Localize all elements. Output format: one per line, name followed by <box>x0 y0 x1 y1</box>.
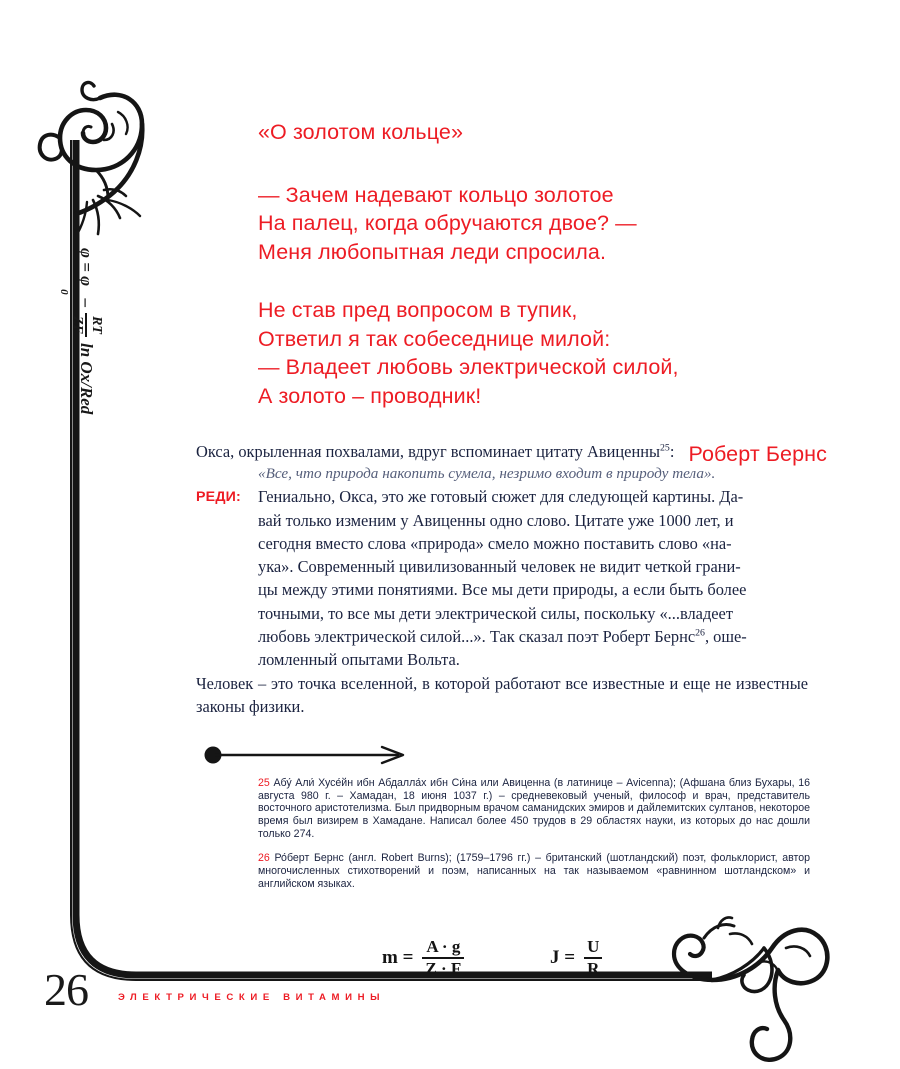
mass-formula <box>382 938 464 978</box>
footnote-text: Абу́ Али́ Хусе́йн ибн Абдалла́х ибн Си́на или Авиценна (в латинице – Avicenna); (Афшана близ Бухары, 16 августа 980 г. – Хамадан, 18 июня 1037 г.) – средневековый ученый, философ и врач, представитель восточного аристотелизма. Был придворным врачом саманидских эмиров и дайлемитских султанов, некоторое время был визирем в Хамадане. Написал более 450 трудов в 29 областях науки, из которых до нас дошли только 274. <box>258 776 810 841</box>
poem-line: Меня любопытная леди спросила. <box>258 239 607 264</box>
footnote-arrow-divider <box>203 744 408 768</box>
dialog-line: точными, то все мы дети электрической силы, поскольку «...владеет <box>258 603 733 623</box>
dialog-line: ука». Современный цивилизованный человек не видит четкой грани- <box>258 557 741 577</box>
poem-stanza-1 <box>258 181 828 267</box>
dialog-text-after-ref: , оше- <box>704 627 747 647</box>
poem-block <box>258 118 828 469</box>
footnote-item <box>258 777 810 842</box>
footnote-ref-26[interactable]: 26 <box>695 627 705 639</box>
poem-line: — Владеет любовь электрической силой, <box>258 355 679 379</box>
current-formula-numerator: U <box>587 937 600 956</box>
intro-colon: : <box>669 442 675 461</box>
margin-formula-subscript: 0 <box>58 289 70 295</box>
mass-formula-denominator: Z · F <box>422 957 464 978</box>
margin-formula-minus: – <box>77 298 96 308</box>
margin-formula-fraction <box>69 313 102 337</box>
current-formula-lhs: J = <box>550 946 576 968</box>
poem-line: Не став пред вопросом в тупик, <box>258 298 578 322</box>
margin-formula-numerator: RT <box>88 316 104 334</box>
mass-formula-lhs: m = <box>382 946 414 968</box>
mass-formula-numerator: A · g <box>426 937 461 956</box>
footnote-ref-25[interactable]: 25 <box>660 442 670 454</box>
intro-paragraph <box>196 440 808 463</box>
bottom-right-ornament <box>674 917 827 1059</box>
poem-stanza-2 <box>258 296 828 410</box>
dialog-line-with-footnote <box>258 625 808 648</box>
poem-line: На палец, когда обручаются двое? — <box>258 211 637 235</box>
current-formula <box>550 938 602 978</box>
margin-nernst-formula <box>56 248 116 458</box>
running-footer-title: ЭЛЕКТРИЧЕСКИЕ ВИТАМИНЫ <box>118 992 386 1003</box>
bottom-formulas <box>382 932 642 984</box>
dialog-line: вай только изменим у Авиценны одно слово. Цитате уже 1000 лет, и <box>258 510 734 530</box>
current-formula-denominator: R <box>584 957 602 978</box>
footnotes-block <box>258 766 810 892</box>
body-text <box>196 440 808 718</box>
poem-author: Роберт Бернс <box>688 442 827 466</box>
page-number: 26 <box>44 964 88 1015</box>
poem-line: — Зачем надевают кольцо золотое <box>258 182 614 207</box>
poem-line: Ответил я так собеседнице милой: <box>258 326 611 351</box>
footnote-text: Ро́берт Бернс (англ. Robert Burns); (1759–1796 гг.) – британский (шотландский) поэт, фольклорист, автор многочисленных стихотворений и поэм, написанных на так называемом «равнинном шотландском» и английском языках. <box>258 851 810 890</box>
margin-formula-tail: ln Ox/Red <box>77 342 96 415</box>
dialog-block <box>196 485 808 671</box>
final-paragraph: Человек – это точка вселенной, в которой работают все известные и еще не известные законы физики. <box>196 673 808 716</box>
dialog-text-before-ref: любовь электрической силой...». Так сказал поэт Роберт Бернс <box>258 627 696 647</box>
dialog-line: сегодня вместо слова «природа» смело можно поставить слово «на- <box>258 533 732 553</box>
top-left-ornament <box>40 83 143 236</box>
footnote-number: 25 <box>258 776 270 789</box>
margin-formula-denominator: ZF <box>69 313 87 337</box>
poem-title: «О золотом кольце» <box>258 120 464 144</box>
footnote-number: 26 <box>258 851 270 864</box>
speaker-label: РЕДИ: <box>196 489 241 506</box>
dialog-line: цы между этими понятиями. Все мы дети природы, а если быть более <box>258 580 747 600</box>
mass-formula-fraction <box>422 938 464 978</box>
avicenna-quote: «Все, что природа накопить сумела, незримо входит в природу тела». <box>258 465 716 483</box>
current-formula-fraction <box>584 938 602 978</box>
dialog-line: Гениально, Окса, это же готовый сюжет для следующей картины. Да- <box>258 487 744 507</box>
margin-formula-lhs: φ = φ <box>77 248 96 287</box>
poem-line: А золото – проводник! <box>258 383 482 408</box>
intro-text: Окса, окрыленная похвалами, вдруг вспоминает цитату Авиценны <box>196 442 661 461</box>
dialog-line: ломленный опытами Вольта. <box>258 650 460 670</box>
footnote-item <box>258 852 810 891</box>
